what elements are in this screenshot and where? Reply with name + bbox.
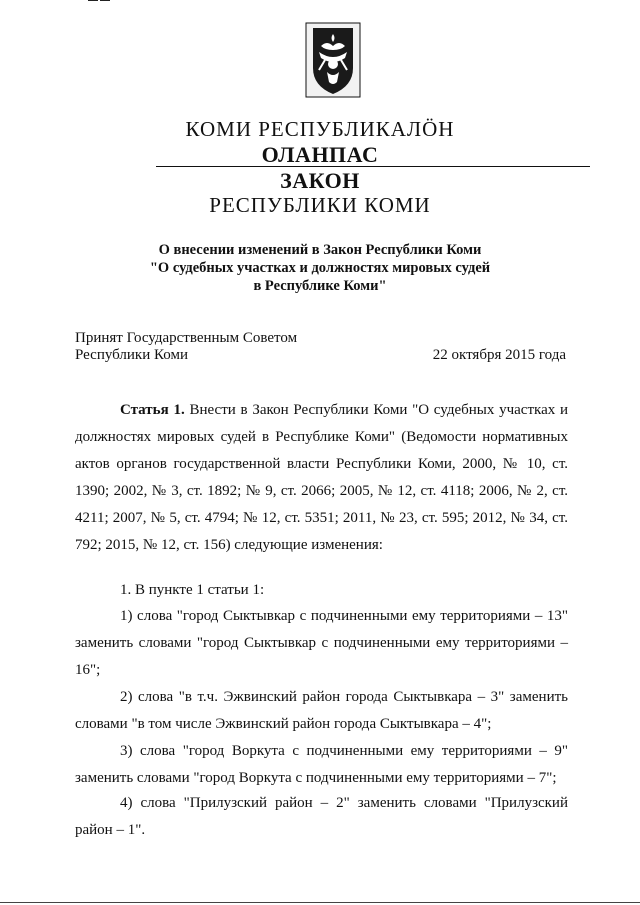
adoption-date: 22 октября 2015 года — [432, 347, 566, 363]
scan-bottom-edge — [0, 902, 640, 903]
header-line-olanpas: ОЛАНПАС — [261, 142, 379, 167]
scan-mark-left — [88, 0, 98, 1]
item-subclause-4: 4) слова "Прилузский район – 2" заменить словами "Прилузский район – 1". — [75, 795, 568, 838]
law-title-line-3: в Республике Коми" — [253, 278, 387, 294]
law-title-line-1: О внесении изменений в Закон Республики Коми — [158, 242, 482, 258]
item-clause-1: 1. В пункте 1 статьи 1: — [120, 582, 265, 598]
law-title-line-2: "О судебных участках и должностях мировых судей — [149, 260, 491, 276]
adopted-by-line-1: Принят Государственным Советом — [75, 330, 298, 346]
adopted-by-line-2: Республики Коми — [75, 347, 188, 363]
coat-of-arms-icon — [305, 22, 361, 98]
item-subclause-3: 3) слова "город Воркута с подчиненными ему территориями – 9" заменить словами "город Воркута с подчиненными ему территориями – 7"; — [75, 743, 568, 786]
header-line-law: ЗАКОН — [280, 168, 360, 193]
header-divider — [156, 166, 590, 167]
item-subclause-2: 2) слова "в т.ч. Эжвинский район города Сыктывкара – 3" заменить словами "в том числе Эжвинский район города Сыктывкара – 4"; — [75, 689, 568, 732]
article-1-label: Статья 1. — [120, 402, 185, 418]
article-1-text: Внести в Закон Республики Коми "О судебных участках и должностях мировых судей в Республике Коми" (Ведомости нормативных актов органов государственной власти Республики Коми, 2000, № 10, ст. 1390; 2002, № 3, ст. 1892; № 9, ст. 2066; 2005, № 12, ст. 4118; 2006, № 2, ст. 4211; 2007, № 5, ст. 4794; № 12, ст. 5351; 2011, № 23, ст. 595; 2012, № 34, ст. 792; 2015, № 12, ст. 156) следующие изменения: — [75, 402, 569, 553]
header-line-komi-republic: КОМИ РЕСПУБЛИКАЛӦН — [185, 117, 455, 141]
header-line-komi-republic-ru: РЕСПУБЛИКИ КОМИ — [209, 193, 431, 217]
article-1-paragraph — [75, 397, 568, 559]
item-subclause-1: 1) слова "город Сыктывкар с подчиненными ему территориями – 13" заменить словами "город Сыктывкар с подчиненными ему территориями – 16"; — [75, 608, 568, 678]
scan-mark-right — [100, 0, 110, 1]
